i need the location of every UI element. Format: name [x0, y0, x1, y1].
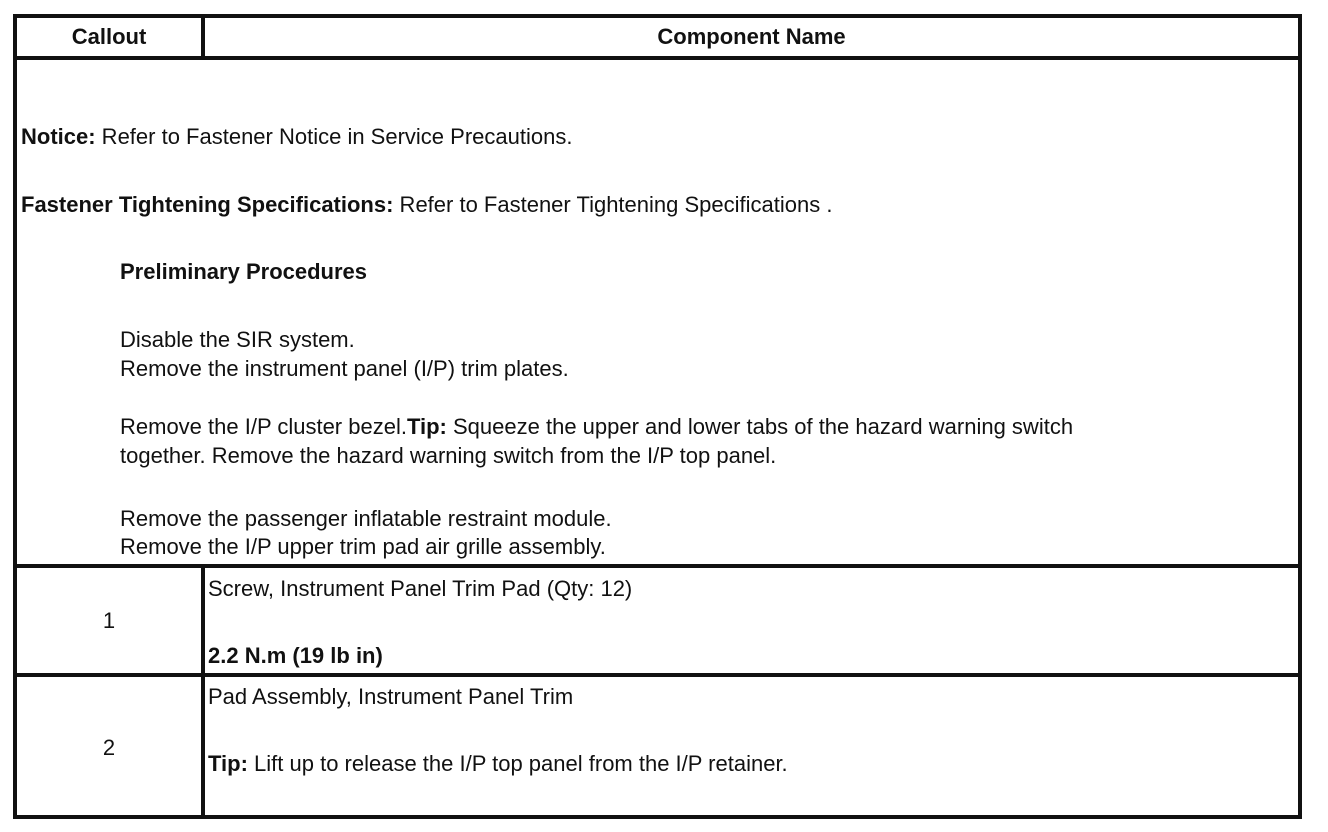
preliminary-step-tip — [120, 412, 1073, 441]
preliminary-step-text: Remove the I/P cluster bezel. — [120, 414, 407, 439]
component-table — [13, 14, 1302, 819]
notice-line — [21, 122, 572, 151]
fastener-spec-label: Fastener Tightening Specifications: — [21, 192, 394, 217]
tip-label: Tip: — [406, 414, 447, 439]
tip-text: Squeeze the upper and lower tabs of the hazard warning switch — [446, 414, 1074, 439]
row-2-divider — [17, 673, 1298, 677]
tip-text: Lift up to release the I/P top panel from the I/P retainer. — [247, 751, 788, 776]
component-name-header: Component Name — [657, 24, 846, 49]
preliminary-step: Remove the passenger inflatable restraint module. — [120, 506, 612, 531]
preliminary-title: Preliminary Procedures — [120, 259, 368, 284]
row-callout: 2 — [102, 735, 116, 760]
row-callout: 1 — [102, 608, 116, 633]
preliminary-step: Remove the instrument panel (I/P) trim plates. — [120, 356, 569, 381]
row-tip — [208, 749, 788, 778]
notice-label: Notice: — [21, 124, 96, 149]
fastener-spec-line — [21, 190, 832, 219]
row-1-divider — [17, 564, 1298, 568]
preliminary-step: Remove the I/P upper trim pad air grille assembly. — [120, 534, 606, 559]
header-divider — [17, 56, 1298, 60]
preliminary-step-tip-continued: together. Remove the hazard warning switch from the I/P top panel. — [120, 443, 777, 468]
callout-header: Callout — [71, 24, 147, 49]
notice-text: Refer to Fastener Notice in Service Precautions. — [95, 124, 573, 149]
fastener-spec-text: Refer to Fastener Tightening Specifications . — [393, 192, 833, 217]
torque-spec: 2.2 N.m (19 lb in) — [208, 643, 383, 668]
tip-label: Tip: — [208, 751, 248, 776]
preliminary-step: Disable the SIR system. — [120, 327, 355, 352]
row-component-name: Pad Assembly, Instrument Panel Trim — [208, 684, 574, 709]
rows-column-divider — [201, 564, 205, 815]
row-component-name: Screw, Instrument Panel Trim Pad (Qty: 12) — [208, 576, 633, 601]
